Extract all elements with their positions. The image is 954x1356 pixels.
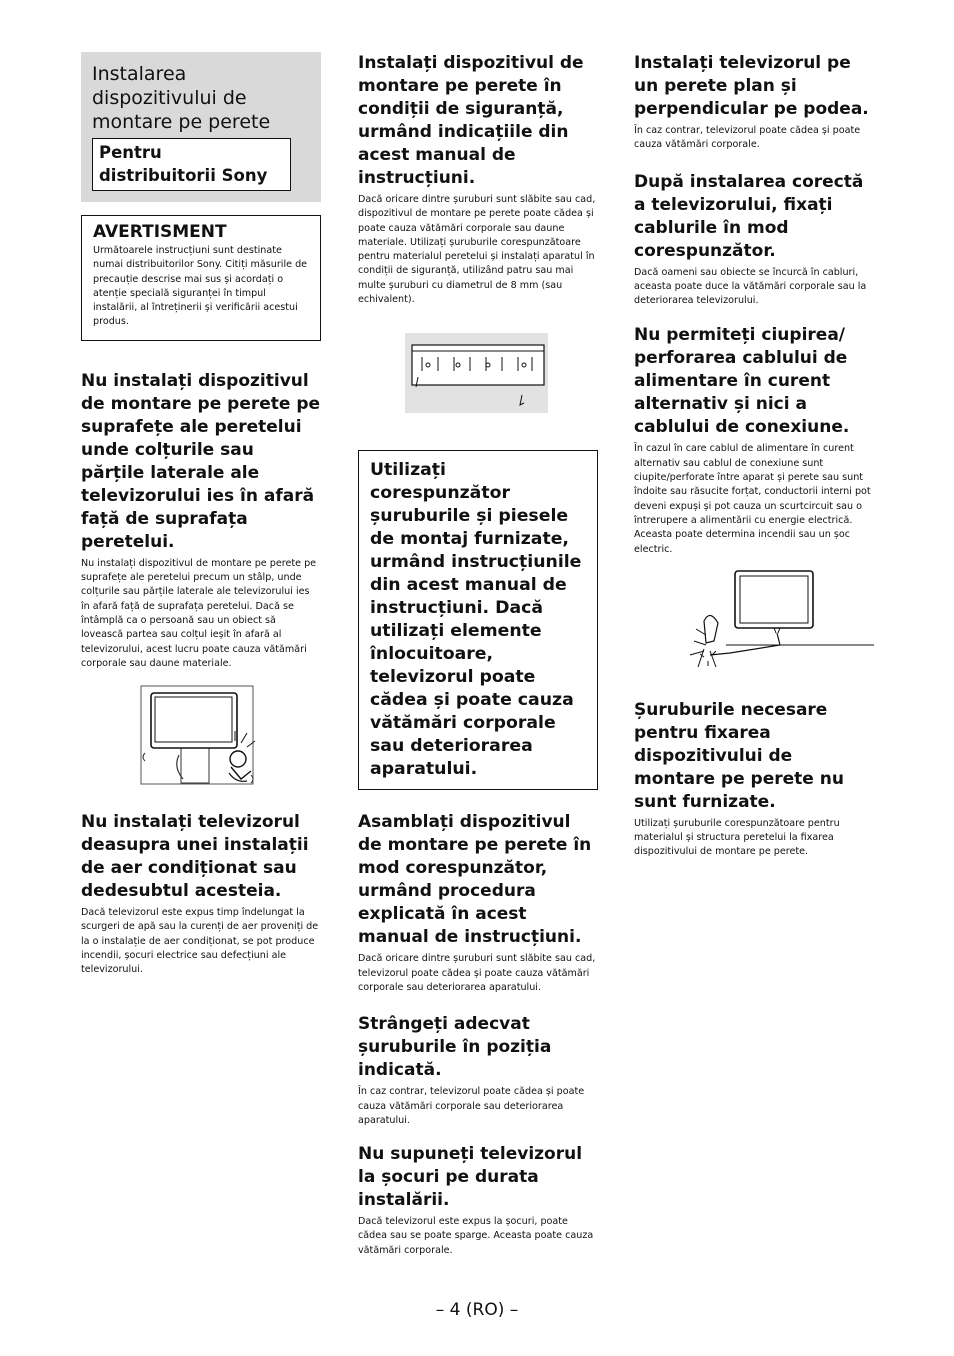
section-body: Dacă oricare dintre șuruburi sunt slăbite sau cad, dispozitivul de montare pe perete poate cădea și poate cauza vătămări corporale sau daune materiale. Utilizați șuruburile corespunzătoare pentru materialul peretelui și instalați aparatul în condiții de siguranță, utilizând patru sau mai multe șuruburi cu diametrul de 8 mm (sau echivalent). [358,194,596,306]
section-body: Nu instalați dispozitivul de montare pe perete pe suprafețe ale peretelui precum un stâlp, unde colțurile sau părțile laterale ale televizorului ies în afară față de suprafața peretelui. Dacă se întâmplă ca o persoană sau un obiect să lovească partea sau colțul ieșit în afară al televizorului, acest lucru poate cauza vătămări corporale sau daune materiale. [81,557,317,669]
parts-notice-box [358,450,598,790]
warning-box [81,215,321,341]
section-body: În caz contrar, televizorul poate cădea și poate cauza vătămări corporale sau deteriorarea aparatului. [358,1086,585,1126]
section-install-safely [358,52,598,307]
column-left [81,52,321,978]
page-number: – 4 (RO) – [435,1300,519,1320]
section-tighten-screws [358,1013,598,1128]
section-heading: Strângeți adecvat șuruburile în poziția indicată. [358,1014,552,1081]
section-cable-pinch [634,324,874,556]
section-heading: Nu instalați televizorul deasupra unei instalații de aer condiționat sau dedesubtul acesteia. [81,812,309,902]
section-body: În caz contrar, televizorul poate cădea și poate cauza vătămări corporale. [634,125,861,151]
section-heading: Nu supuneți televizorul la șocuri pe durata instalării. [358,1144,583,1211]
section-heading: Șuruburile necesare pentru fixarea dispozitivului de montare pe perete nu sunt furnizate. [634,699,844,812]
section-body: Dacă oricare dintre șuruburi sunt slăbite sau cad, televizorul poate cădea și poate cauza vătămări corporale sau deteriorarea aparatului. [358,953,596,993]
section-assemble [358,811,598,995]
tv-corner-collision-illustration [81,683,321,787]
section-body: În cazul în care cablul de alimentare în curent alternativ sau cablul de conexiune sunt ciupite/perforate între aparat și perete sau sunt îndoite sau răsucite forțat, conductorii interni pot deveni expuși și pot cauza un scurtcircuit sau o întrerupere a alimentării cu energie electrică. Aceasta poate determina incendii sau un șoc electric. [634,443,871,555]
cable-pinch-illustration [634,569,874,673]
section-body: Dacă televizorul este expus timp îndelungat la scurgeri de apă sau la curenți de aer proveniți de la o instalație de aer condiționat, se pot produce incendii, șocuri electrice sau defecțiuni ale televizorului. [81,907,319,976]
section-body: Utilizați șuruburile corespunzătoare pentru materialul și structura peretelui la fixarea dispozitivului de montare pe perete. [634,817,840,858]
parts-notice-text: Utilizați corespunzător șuruburile și piesele de montaj furnizate, urmând instrucțiunile din acest manual de instrucțiuni. Dacă utilizați elemente înlocuitoare, televizorul poate cădea și poate cauza vătămări corporale sau deteriorarea aparatului. [370,460,582,780]
section-screws-not-supplied [634,699,874,860]
section-air-conditioner [81,811,321,977]
distributor-label: Pentru distribuitorii Sony [92,138,291,191]
section-heading: După instalarea corectă a televizorului, fixați cablurile în mod corespunzător. [634,171,864,261]
section-body: Dacă televizorul este expus la șocuri, poate cădea sau se poate sparge. Aceasta poate cauza vătămări corporale. [358,1216,594,1256]
section-no-shock [358,1143,598,1258]
section-heading: Nu permiteți ciupirea/ perforarea cablului de alimentare în curent alternativ și nici a cablului de conexiune. [634,325,850,438]
warning-text: Următoarele instrucțiuni sunt destinate numai distribuitorilor Sony. Citiți măsurile de precauție descrise mai sus și acordați o atenție specială siguranței în timpul instalării, al întreținerii și verificării acestui produs. [93,245,308,328]
wall-bracket-illustration [358,321,598,425]
section-title-box [81,52,321,202]
warning-heading: AVERTISMENT [93,222,227,242]
section-heading: Instalați dispozitivul de montare pe perete în condiții de siguranță, urmând indicațiile din acest manual de instrucțiuni. [358,53,584,188]
section-heading: Nu instalați dispozitivul de montare pe perete pe suprafețe ale peretelui unde colțurile sau părțile laterale ale televizorului ies în afară față de suprafața peretelui. [81,370,321,552]
column-middle [358,52,598,1258]
page-title: Instalarea dispozitivului de montare pe perete [92,63,271,133]
section-secure-cables [634,171,874,309]
section-wall-edges [81,370,321,671]
column-right [634,52,874,860]
section-body: Dacă oameni sau obiecte se încurcă în cabluri, aceasta poate duce la vătămări corporale sau la deteriorarea televizorului. [634,266,867,307]
section-heading: Instalați televizorul pe un perete plan și perpendicular pe podea. [634,53,869,119]
section-heading: Asamblați dispozitivul de montare pe perete în mod corespunzător, urmând procedura explicată în acest manual de instrucțiuni. [358,812,592,948]
section-flat-wall [634,52,874,153]
